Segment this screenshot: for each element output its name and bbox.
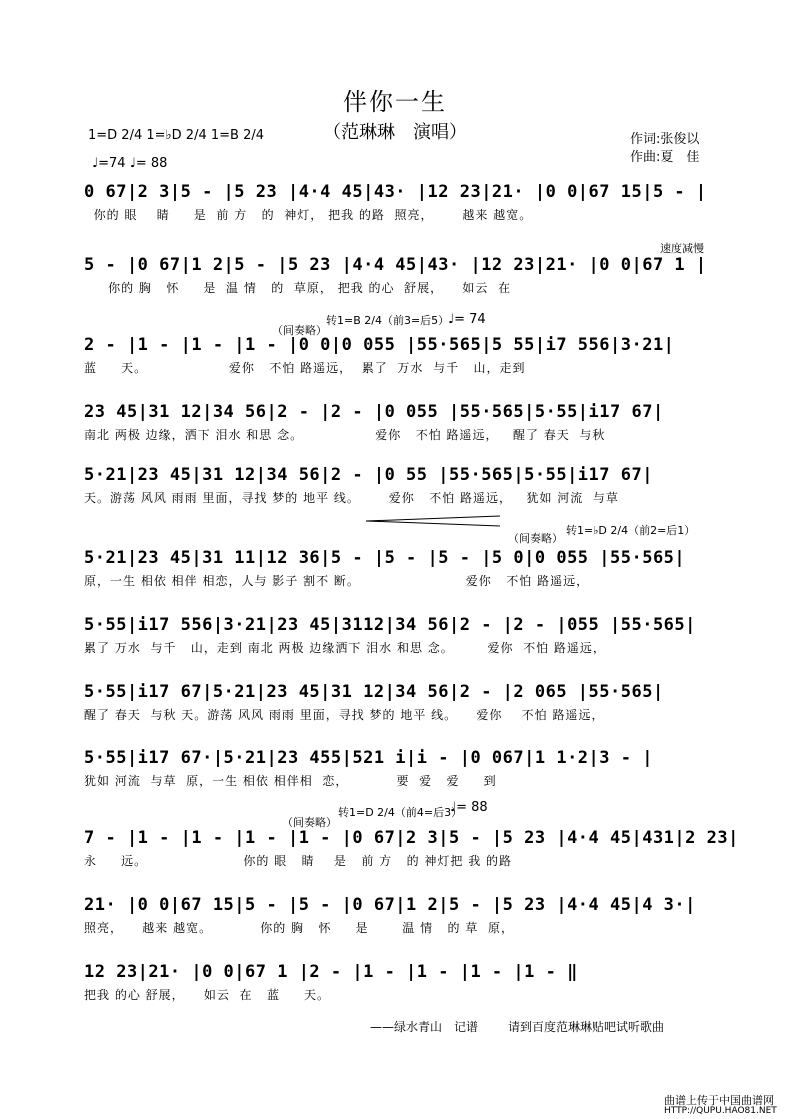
interlude-label-2: （间奏略）: [508, 532, 563, 545]
lyrics-row: 把我 的心 舒展， 如云 在 蓝 天。: [84, 988, 331, 1002]
lyrics-row: 南北 两极 边缘，洒下 泪水 和思 念。 爱你 不怕 路遥远， 醒了 春天 与秋: [84, 428, 606, 442]
interlude-label-3: （间奏略）: [282, 816, 337, 829]
notation-row: 5·21|23 45|31 11|12 36|5 - |5 - |5 - |5 0|0 055 |55·565|: [84, 548, 686, 568]
key-signature: 1=D 2/4 1=♭D 2/4 1=B 2/4: [88, 128, 264, 143]
notation-row: 0 67|2 3|5 - |5 23 |4·4 45|43· |12 23|21· |0 0|67 15|5 - |: [84, 182, 707, 202]
composer-credit: 作曲:夏 佳: [630, 150, 700, 165]
lyrics-row: 照亮， 越来 越宽。 你的 胸 怀 是 温 情 的 草 原，: [84, 921, 514, 935]
notation-row: 5 - |0 67|1 2|5 - |5 23 |4·4 45|43· |12 23|21· |0 0|67 1 |: [84, 255, 707, 275]
transcriber-credit: ——绿水青山 记谱: [370, 1020, 479, 1034]
listen-note: 请到百度范琳琳贴吧试听歌曲: [508, 1020, 665, 1034]
tempo-change-label: 速度减慢: [660, 242, 704, 255]
tempo-marking: ♩=74 ♩= 88: [92, 156, 168, 171]
tempo-change-1: ♩= 74: [448, 312, 486, 327]
notation-row: 21· |0 0|67 15|5 - |5 - |0 67|1 2|5 - |5 23 |4·4 45|4 3·|: [84, 895, 696, 915]
watermark-line2: HTTP://QUPU.HAO81.NET: [664, 1106, 777, 1116]
notation-row: 5·21|23 45|31 12|34 56|2 - |0 55 |55·565|5·55|i17 67|: [84, 465, 653, 485]
lyrics-row: 原，一生 相依 相伴 相恋，人与 影子 割不 断。 爱你 不怕 路遥远，: [84, 574, 590, 588]
notation-row: 5·55|i17 556|3·21|23 45|3112|34 56|2 - |2 - |055 |55·565|: [84, 615, 696, 635]
song-title: 伴你一生: [343, 88, 447, 116]
lyrics-row: 醒了 春天 与秋 天。游荡 风风 雨雨 里面，寻找 梦的 地平 线。 爱你 不怕 路遥远，: [84, 708, 605, 722]
notation-row: 12 23|21· |0 0|67 1 |2 - |1 - |1 - |1 - |1 - ‖: [84, 962, 578, 982]
lyrics-row: 累了 万水 与千 山，走到 南北 两极 边缘洒下 泪水 和思 念。 爱你 不怕 路遥远，: [84, 641, 606, 655]
watermark-line1: 曲谱上传于中国曲谱网: [664, 1094, 774, 1107]
lyrics-row: 你的 胸 怀 是 温 情 的 草原， 把我 的心 舒展， 如云 在: [84, 281, 512, 295]
lyricist-credit: 作词:张俊以: [630, 132, 700, 147]
song-subtitle: （范琳琳 演唱）: [323, 122, 467, 143]
lyrics-row: 犹如 河流 与草 原，一生 相依 相伴相 恋， 要 爱 爱 到: [84, 774, 497, 788]
modulation-label-2: 转1=♭D 2/4（前2=后1）: [566, 524, 696, 537]
modulation-label-1: 转1=B 2/4（前3=后5）: [326, 314, 450, 327]
notation-row: 2 - |1 - |1 - |1 - |0 0|0 055 |55·565|5 55|i7 556|3·21|: [84, 335, 675, 355]
lyrics-row: 蓝 天。 爱你 不怕 路遥远， 累了 万水 与千 山，走到: [84, 361, 526, 375]
lyrics-row: 天。游荡 风风 雨雨 里面，寻找 梦的 地平 线。 爱你 不怕 路遥远， 犹如 河流 与草: [84, 491, 619, 505]
lyrics-row: 你的 眼 睛 是 前 方 的 神灯， 把我 的路 照亮， 越来 越宽。: [84, 208, 533, 222]
tempo-change-2: ♩= 88: [450, 800, 488, 815]
notation-row: 23 45|31 12|34 56|2 - |2 - |0 055 |55·565|5·55|i17 67|: [84, 402, 664, 422]
notation-row: 5·55|i17 67|5·21|23 45|31 12|34 56|2 - |2 065 |55·565|: [84, 682, 664, 702]
lyrics-row: 永 远。 你的 眼 睛 是 前 方 的 神灯把 我 的路: [84, 854, 513, 868]
modulation-label-3: 转1=D 2/4（前4=后3）: [338, 806, 463, 819]
interlude-label-1: （间奏略）: [272, 324, 327, 337]
notation-row: 5·55|i17 67·|5·21|23 455|521 i|i - |0 067|1 1·2|3 - |: [84, 748, 653, 768]
decrescendo-hairpin: [366, 514, 502, 528]
notation-row: 7 - |1 - |1 - |1 - |1 - |0 67|2 3|5 - |5 23 |4·4 45|431|2 23|: [84, 828, 739, 848]
